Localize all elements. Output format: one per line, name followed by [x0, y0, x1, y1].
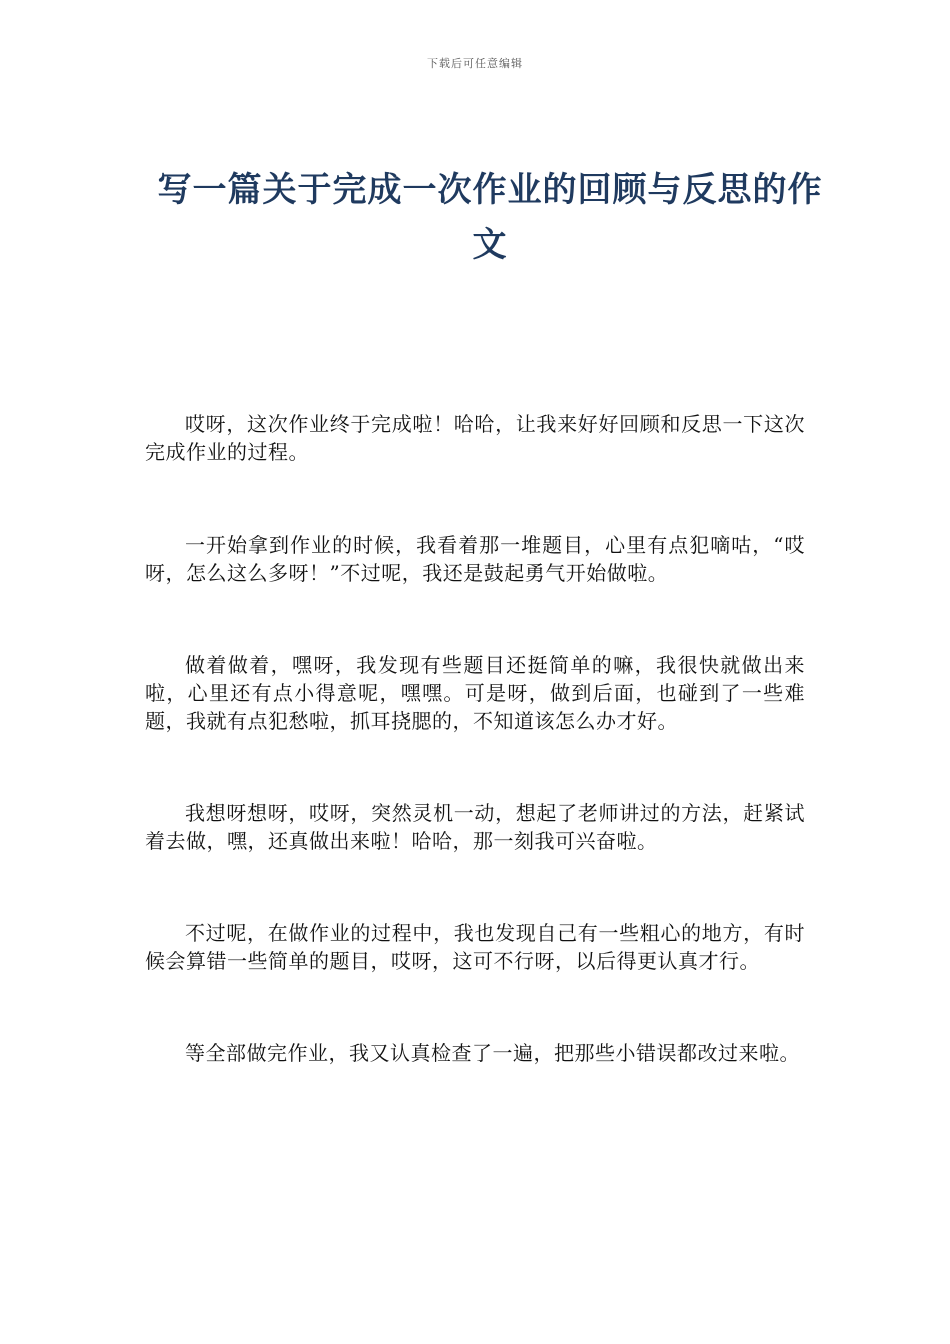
paragraph: 一开始拿到作业的时候，我看着那一堆题目，心里有点犯嘀咕，“哎呀，怎么这么多呀！”不过呢，我还是鼓起勇气开始做啦。 — [145, 533, 805, 585]
document-body — [145, 410, 805, 1132]
paragraph: 我想呀想呀，哎呀，突然灵机一动，想起了老师讲过的方法，赶紧试着去做，嘿，还真做出来啦！哈哈，那一刻我可兴奋啦。 — [145, 801, 805, 853]
paragraph: 等全部做完作业，我又认真检查了一遍，把那些小错误都改过来啦。 — [185, 1041, 800, 1065]
document-title: 写一篇关于完成一次作业的回顾与反思的作文 — [157, 170, 823, 265]
paragraph: 哎呀，这次作业终于完成啦！哈哈，让我来好好回顾和反思一下这次完成作业的过程。 — [145, 412, 805, 464]
header-note: 下载后可任意编辑 — [427, 57, 523, 70]
paragraph: 做着做着，嘿呀，我发现有些题目还挺简单的嘛，我很快就做出来啦，心里还有点小得意呢，嘿嘿。可是呀，做到后面，也碰到了一些难题，我就有点犯愁啦，抓耳挠腮的，不知道该怎么办才好。 — [145, 653, 805, 733]
paragraph: 不过呢，在做作业的过程中，我也发现自己有一些粗心的地方，有时候会算错一些简单的题目，哎呀，这可不行呀，以后得更认真才行。 — [145, 921, 805, 973]
